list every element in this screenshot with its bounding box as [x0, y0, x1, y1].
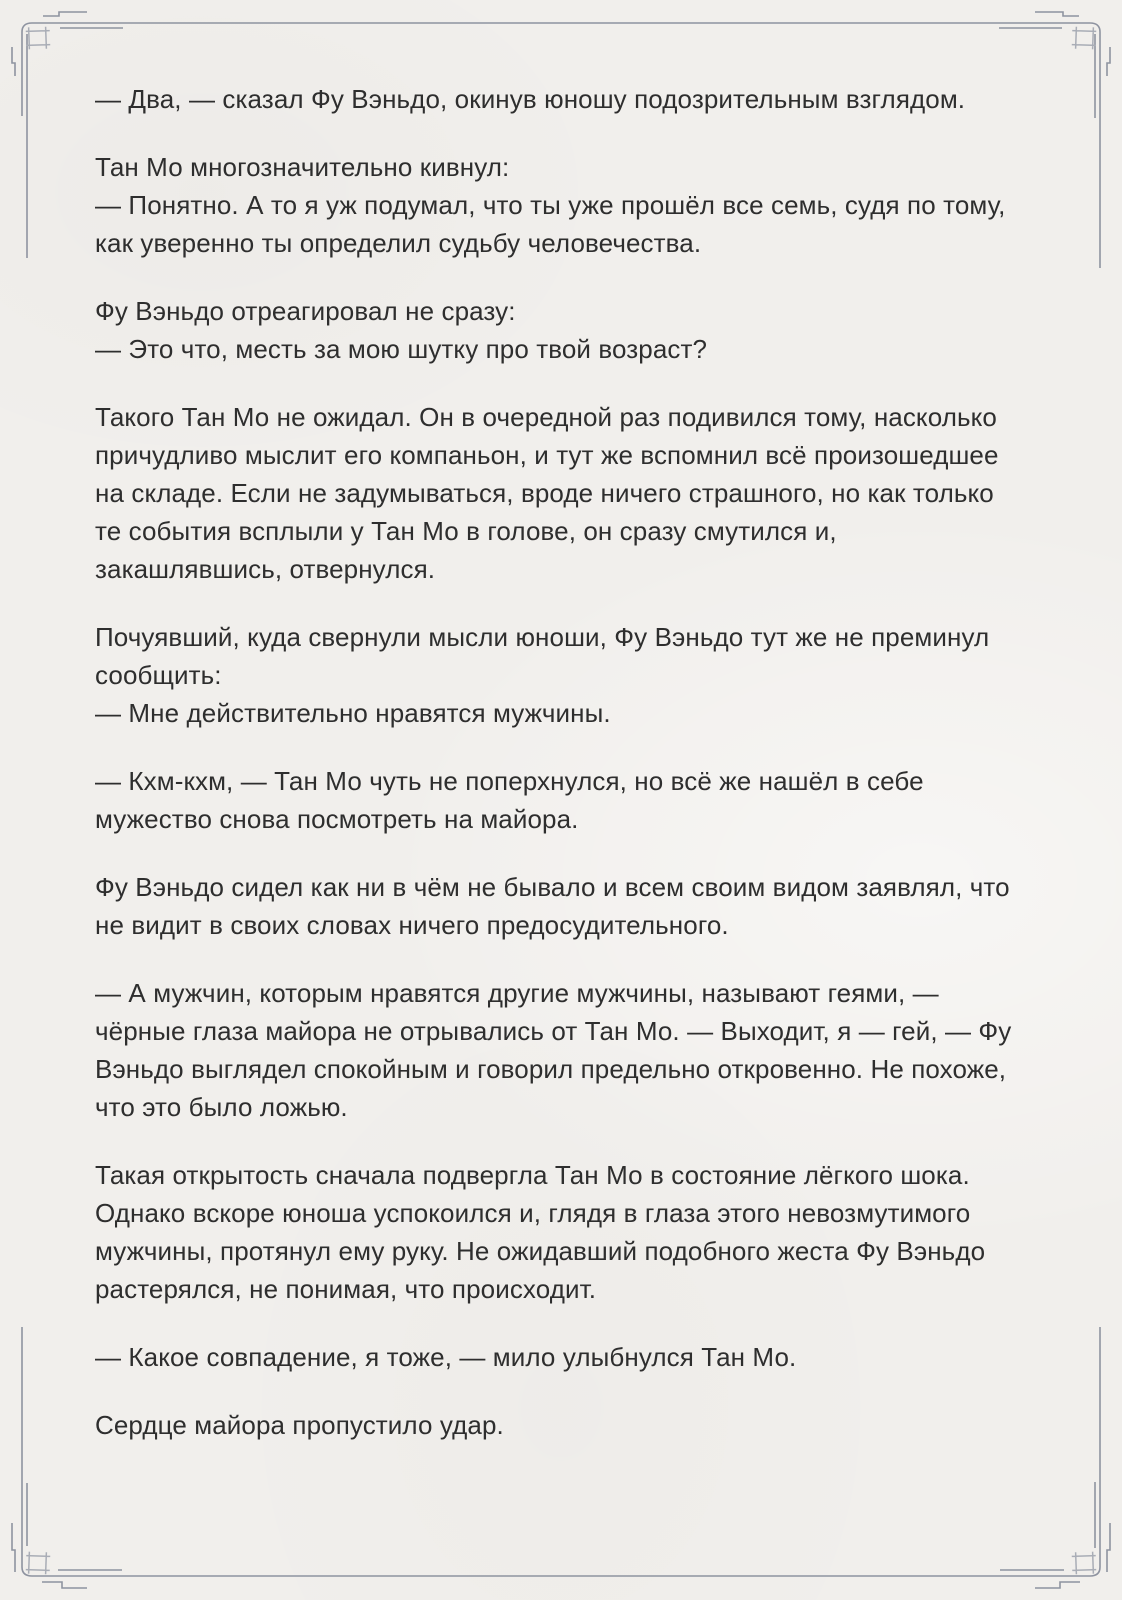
- paragraph-block: [95, 398, 1027, 588]
- dialogue-line: — Мне действительно нравятся мужчины.: [95, 698, 611, 728]
- paragraph-block: [95, 148, 1027, 262]
- narration-line: Такого Тан Мо не ожидал. Он в очередной раз подивился тому, насколько причудливо мыслит его компаньон, и тут же вспомнил всё произошедшее на складе. Если не задумываться, вроде ничего страшного, но как только те события всплыли у Тан Мо в голове, он сразу смутился и, закашлявшись, отвернулся.: [95, 402, 999, 584]
- narration-line: Фу Вэньдо отреагировал не сразу:: [95, 296, 516, 326]
- dialogue-line: — Это что, месть за мою шутку про твой возраст?: [95, 334, 708, 364]
- paragraph-block: [95, 80, 1027, 118]
- narration-line: Сердце майора пропустило удар.: [95, 1410, 504, 1440]
- paragraph-block: [95, 292, 1027, 368]
- paragraph-block: [95, 1156, 1027, 1308]
- dialogue-line: — Кхм-кхм, — Тан Мо чуть не поперхнулся, но всё же нашёл в себе мужество снова посмотреть на майора.: [95, 766, 924, 834]
- narration-line: Тан Мо многозначительно кивнул:: [95, 152, 510, 182]
- dialogue-line: — Какое совпадение, я тоже, — мило улыбнулся Тан Мо.: [95, 1342, 797, 1372]
- paragraph-block: [95, 618, 1027, 732]
- paragraph-block: [95, 1406, 1027, 1444]
- paragraph-block: [95, 974, 1027, 1126]
- paragraph-block: [95, 868, 1027, 944]
- dialogue-line: — Два, — сказал Фу Вэньдо, окинув юношу подозрительным взглядом.: [95, 84, 966, 114]
- narration-line: Фу Вэньдо сидел как ни в чём не бывало и всем своим видом заявлял, что не видит в своих словах ничего предосудительного.: [95, 872, 1010, 940]
- paragraph-block: [95, 762, 1027, 838]
- narration-line: Такая открытость сначала подвергла Тан Мо в состояние лёгкого шока. Однако вскоре юноша успокоился и, глядя в глаза этого невозмутимого мужчины, протянул ему руку. Не ожидавший подобного жеста Фу Вэньдо растерялся, не понимая, что происходит.: [95, 1160, 986, 1304]
- dialogue-line: — Понятно. А то я уж подумал, что ты уже прошёл все семь, судя по тому, как уверенно ты определил судьбу человечества.: [95, 190, 1006, 258]
- paragraph-block: [95, 1338, 1027, 1376]
- narration-line: Почуявший, куда свернули мысли юноши, Фу Вэньдо тут же не преминул сообщить:: [95, 622, 990, 690]
- dialogue-line: — А мужчин, которым нравятся другие мужчины, называют геями, — чёрные глаза майора не отрывались от Тан Мо. — Выходит, я — гей, — Фу Вэньдо выглядел спокойным и говорил предельно откровенно. Не похоже, что это было ложью.: [95, 978, 1012, 1122]
